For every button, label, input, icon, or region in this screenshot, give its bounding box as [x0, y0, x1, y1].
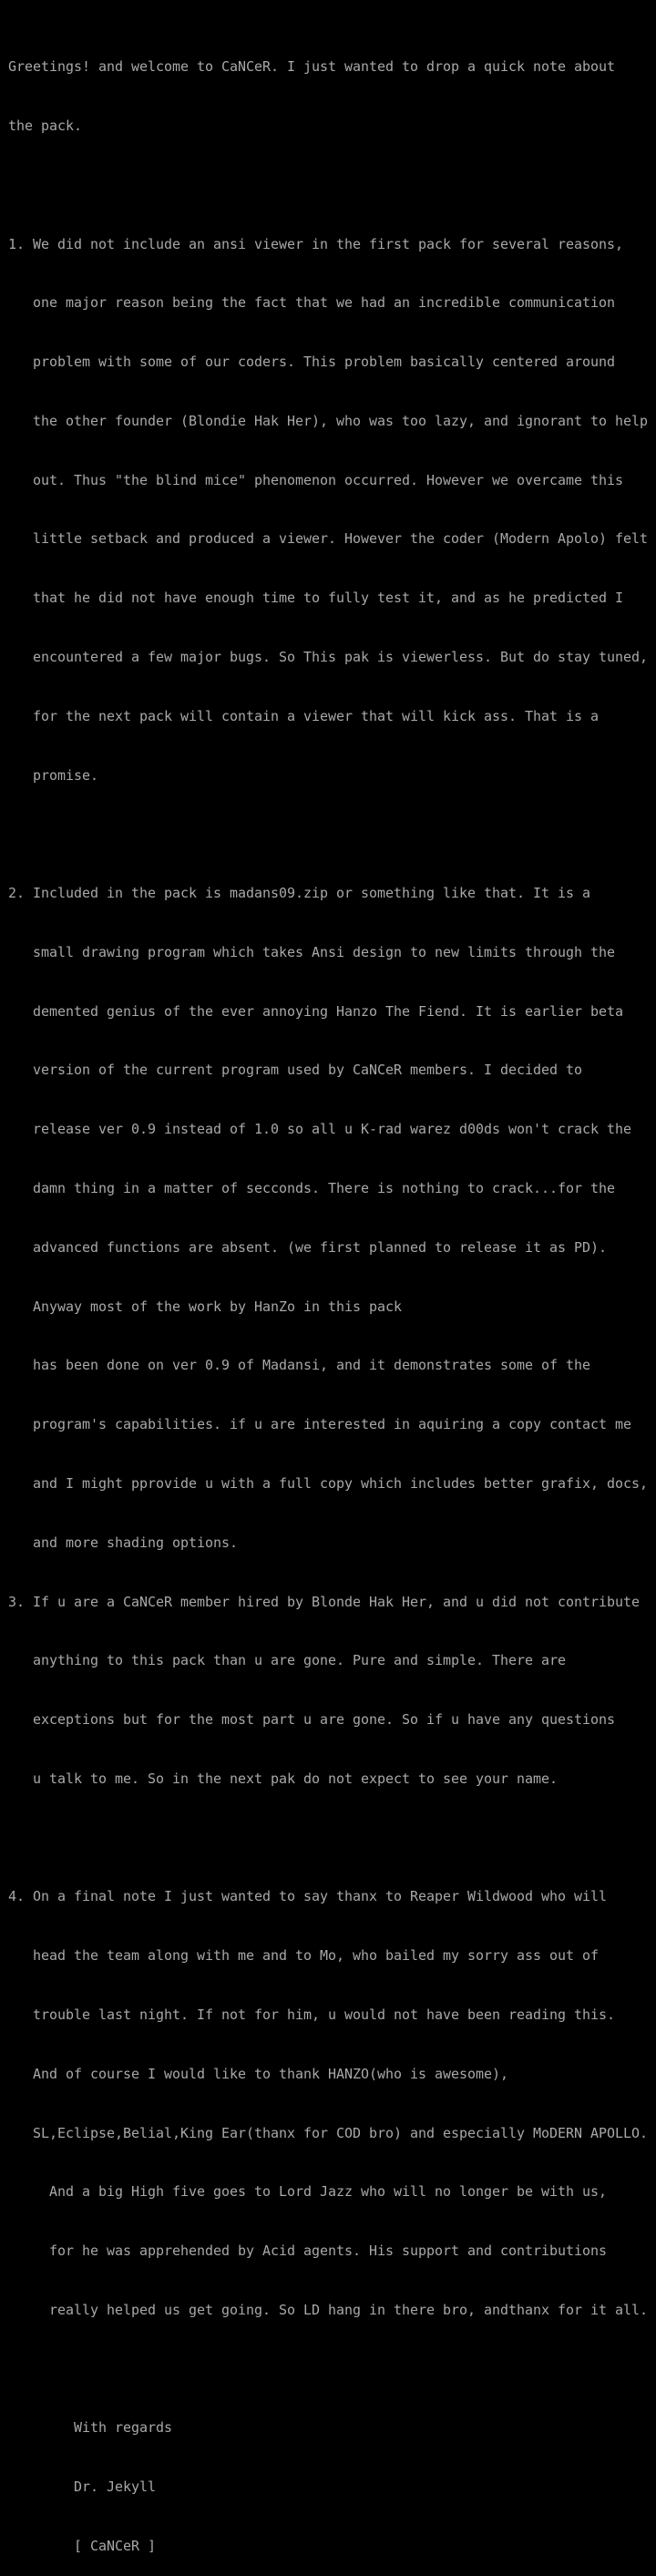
text-line: SL,Eclipse,Belial,King Ear(thanx for COD bro) and especially MoDERN APOLLO. — [8, 2124, 649, 2141]
text-line — [8, 2360, 656, 2380]
text-line: 3. If u are a CaNCeR member hired by Blonde Hak Her, and u did not contribute — [8, 1593, 641, 1610]
text-line: advanced functions are absent. (we first planned to release it as PD). — [8, 1238, 608, 1256]
text-line: head the team along with me and to Mo, who bailed my sorry ass out of — [8, 1947, 600, 1965]
text-line: and more shading options. — [8, 1534, 239, 1551]
text-line: really helped us get going. So LD hang in there bro, andthanx for it all. — [8, 2301, 649, 2318]
text-line: little setback and produced a viewer. However the coder (Modern Apolo) felt — [8, 530, 649, 548]
text-line: that he did not have enough time to fully test it, and as he predicted I — [8, 590, 624, 607]
text-line: one major reason being the fact that we had an incredible communication — [8, 294, 616, 312]
text-line — [8, 825, 656, 845]
text-line: program's capabilities. if u are interested in aquiring a copy contact me — [8, 1416, 632, 1433]
text-line: 1. We did not include an ansi viewer in the first pack for several reasons, — [8, 235, 624, 252]
text-line: the other founder (Blondie Hak Her), who was too lazy, and ignorant to help — [8, 412, 649, 429]
text-line — [8, 1829, 656, 1849]
text-line: trouble last night. If not for him, u would not have been reading this. — [8, 2006, 616, 2023]
text-line: anything to this pack than u are gone. Pure and simple. There are — [8, 1652, 567, 1669]
text-line: problem with some of our coders. This problem basically centered around — [8, 354, 616, 371]
text-line: demented genius of the ever annoying Hanzo The Fiend. It is earlier beta — [8, 1002, 624, 1020]
text-line: small drawing program which takes Ansi design to new limits through the — [8, 943, 616, 960]
text-line: has been done on ver 0.9 of Madansi, and it demonstrates some of the — [8, 1357, 591, 1374]
text-line: [ CaNCeR ] — [8, 2538, 157, 2554]
text-line: the pack. — [8, 117, 83, 134]
text-line: 2. Included in the pack is madans09.zip or something like that. It is a — [8, 885, 591, 902]
text-line: Dr. Jekyll — [8, 2479, 157, 2496]
text-line: And a big High five goes to Lord Jazz who will no longer be with us, — [8, 2183, 608, 2201]
text-line: damn thing in a matter of secconds. There is nothing to crack...for the — [8, 1180, 616, 1197]
text-line: Greetings! and welcome to CaNCeR. I just wanted to drop a quick note about — [8, 58, 616, 76]
text-line: for the next pack will contain a viewer that will kick ass. That is a — [8, 707, 600, 724]
text-line: promise. — [8, 766, 99, 784]
text-line — [8, 176, 656, 196]
text-line: version of the current program used by CaNCeR members. I decided to — [8, 1062, 583, 1079]
text-line: release ver 0.9 instead of 1.0 so all u K-rad warez d00ds won't crack the — [8, 1121, 632, 1138]
text-line: u talk to me. So in the next pak do not expect to see your name. — [8, 1770, 559, 1787]
text-line: With regards — [8, 2419, 173, 2437]
text-line: And of course I would like to thank HANZO(who is awesome), — [8, 2065, 509, 2082]
text-line: Anyway most of the work by HanZo in this pack — [8, 1298, 403, 1315]
text-line: encountered a few major bugs. So This pak is viewerless. But do stay tuned, — [8, 649, 649, 665]
text-line: exceptions but for the most part u are gone. So if u have any questions — [8, 1711, 616, 1729]
text-line: and I might pprovide u with a full copy which includes better grafix, docs, — [8, 1474, 649, 1492]
text-line: out. Thus "the blind mice" phenomenon occurred. However we overcame this — [8, 471, 624, 488]
text-line: for he was apprehended by Acid agents. His support and contributions — [8, 2242, 608, 2260]
text-line: 4. On a final note I just wanted to say thanx to Reaper Wildwood who will — [8, 1888, 608, 1905]
